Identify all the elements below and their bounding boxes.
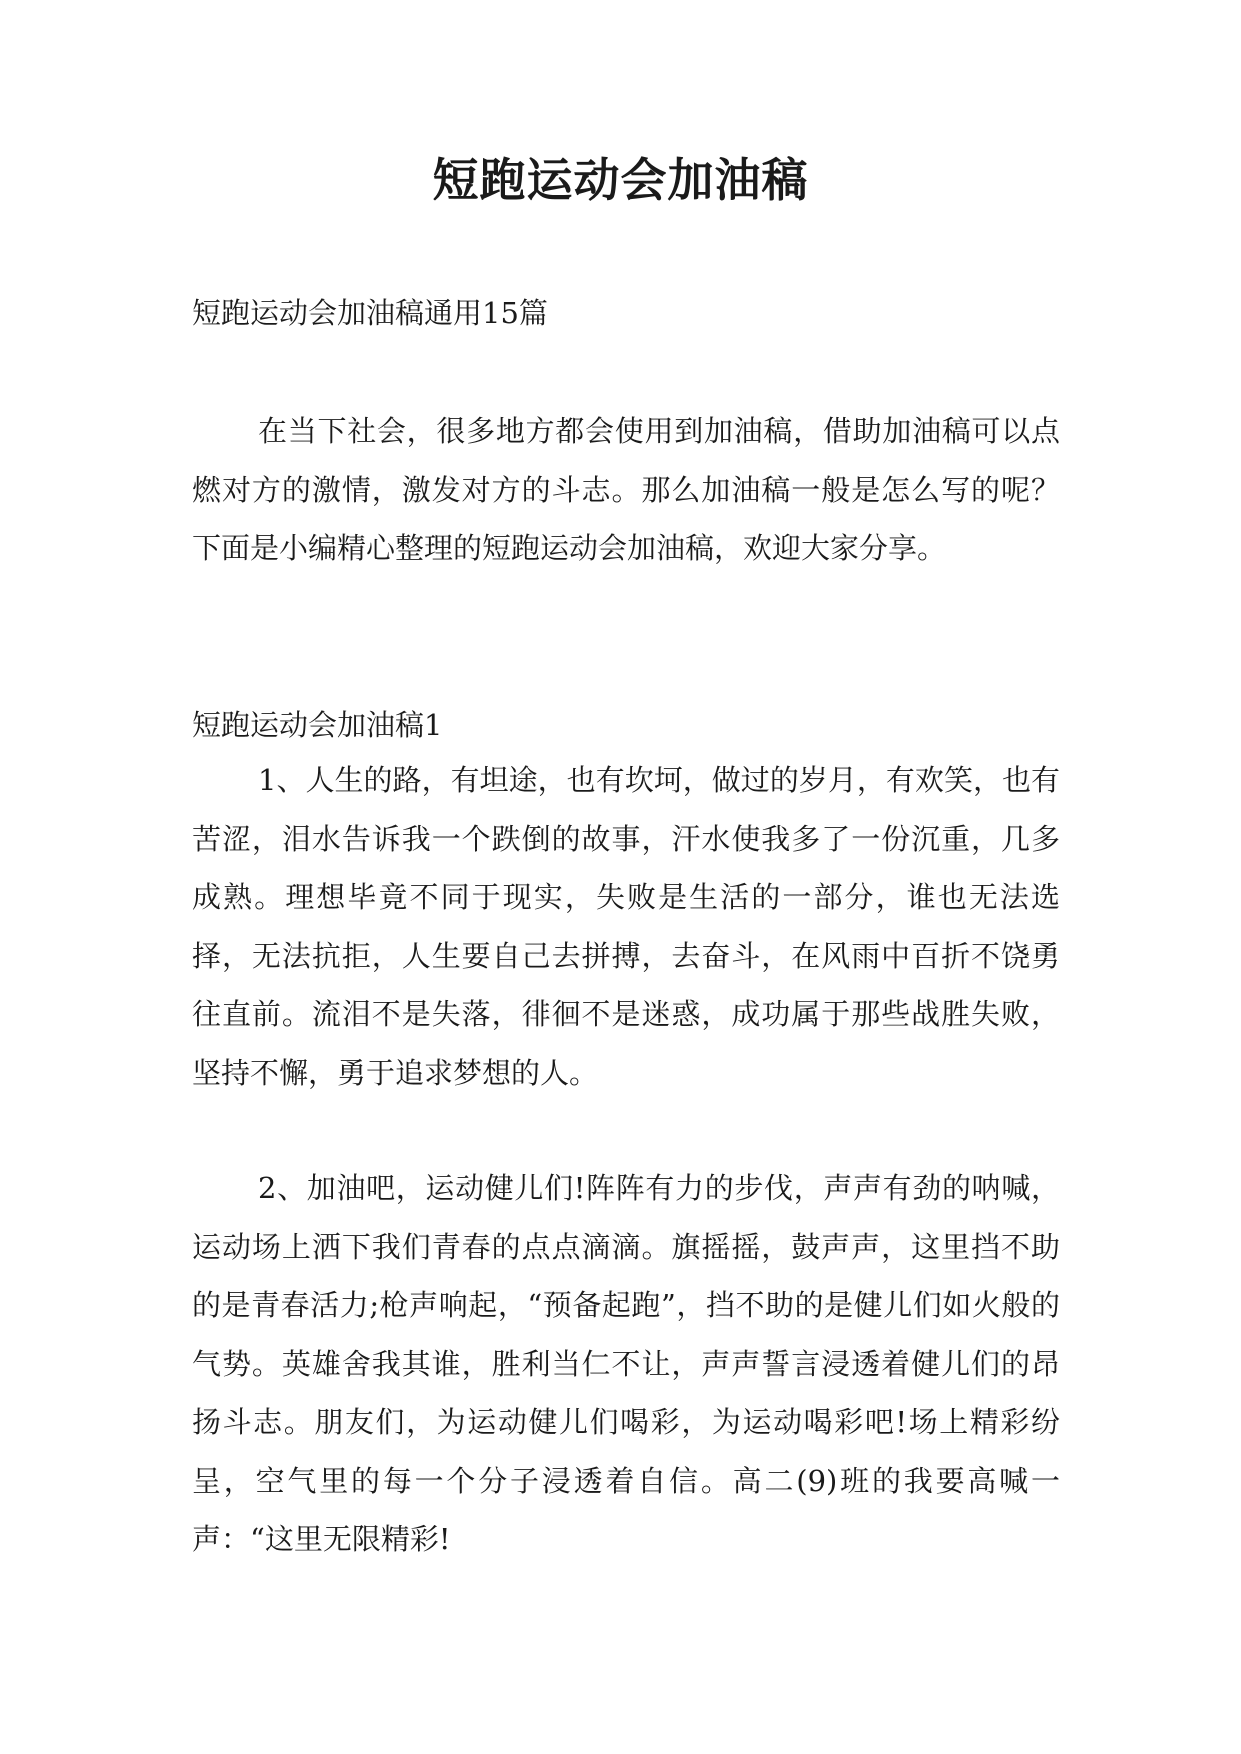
body-paragraph-1: 1、人生的路，有坦途，也有坎坷，做过的岁月，有欢笑，也有苦涩，泪水告诉我一个跌倒的故事，汗水使我多了一份沉重，几多成熟。理想毕竟不同于现实，失败是生活的一部分，谁也无法选择，无法抗拒，人生要自己去拼搏，去奋斗，在风雨中百折不饶勇往直前。流泪不是失落，徘徊不是迷惑，成功属于那些战胜失败，坚持不懈，勇于追求梦想的人。 — [192, 763, 1060, 1090]
section-heading: 短跑运动会加油稿1 — [192, 708, 443, 742]
document-title: 短跑运动会加油稿 — [432, 153, 809, 207]
intro-paragraph: 在当下社会，很多地方都会使用到加油稿，借助加油稿可以点燃对方的激情，激发对方的斗志。那么加油稿一般是怎么写的呢？下面是小编精心整理的短跑运动会加油稿，欢迎大家分享。 — [192, 414, 1060, 565]
body-paragraph-2: 2、加油吧，运动健儿们!阵阵有力的步伐，声声有劲的呐喊，运动场上洒下我们青春的点点滴滴。旗摇摇，鼓声声，这里挡不助的是青春活力;枪声响起，“预备起跑”，挡不助的是健儿们如火般的气势。英雄舍我其谁，胜利当仁不让，声声誓言浸透着健儿们的昂扬斗志。朋友们，为运动健儿们喝彩，为运动喝彩吧!场上精彩纷呈，空气里的每一个分子浸透着自信。高二(9)班的我要高喊一声：“这里无限精彩! — [192, 1171, 1060, 1556]
document-subtitle: 短跑运动会加油稿通用15篇 — [192, 296, 548, 330]
